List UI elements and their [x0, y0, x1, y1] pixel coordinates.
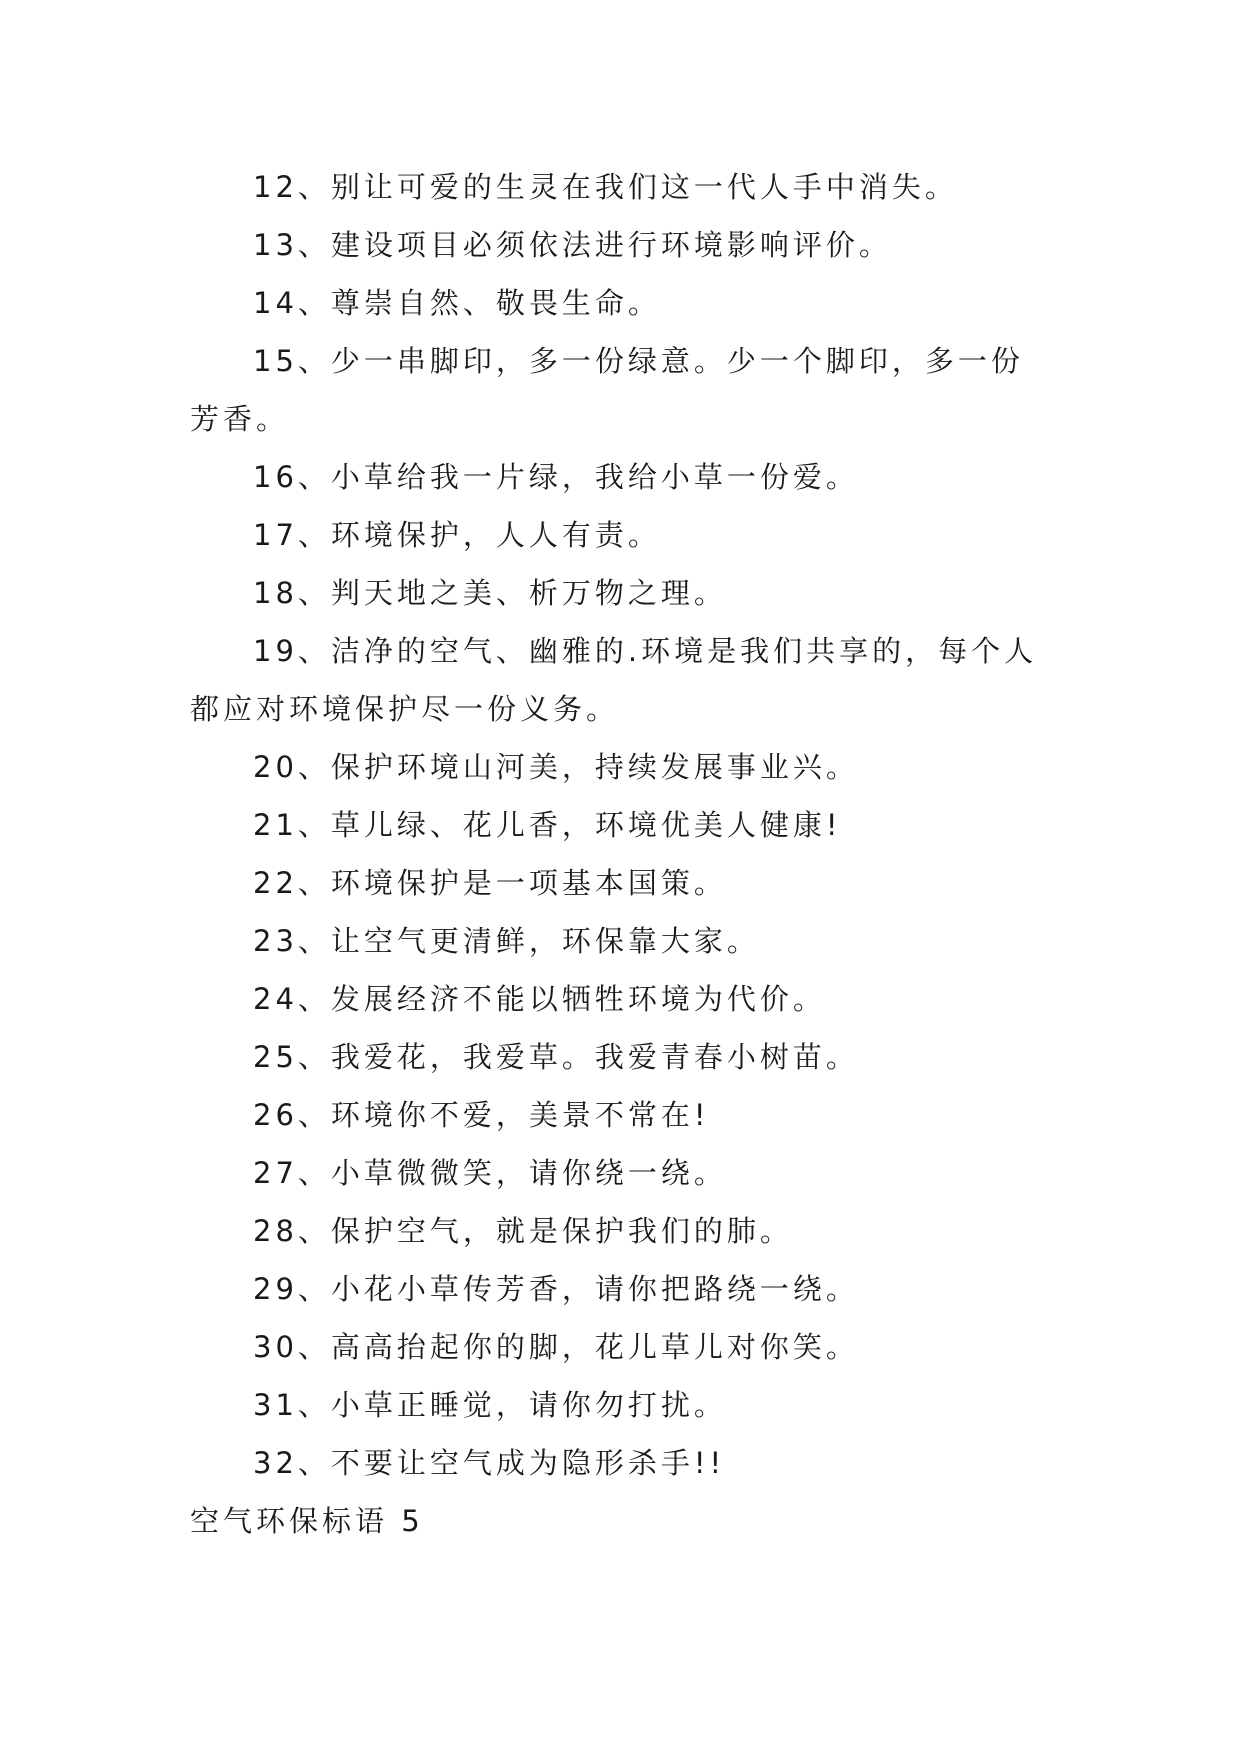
slogan-item-25: 25、我爱花，我爱草。我爱青春小树苗。	[253, 1040, 859, 1074]
slogan-item-21: 21、草儿绿、花儿香，环境优美人健康!	[253, 808, 842, 842]
slogan-item-18: 18、判天地之美、析万物之理。	[253, 576, 727, 610]
slogan-item-22: 22、环境保护是一项基本国策。	[253, 866, 727, 900]
slogan-item-13: 13、建设项目必须依法进行环境影响评价。	[253, 228, 892, 262]
slogan-item-24: 24、发展经济不能以牺牲环境为代价。	[253, 982, 826, 1016]
slogan-item-29: 29、小花小草传芳香，请你把路绕一绕。	[253, 1272, 859, 1306]
slogan-item-31: 31、小草正睡觉，请你勿打扰。	[253, 1388, 727, 1422]
slogan-item-28: 28、保护空气，就是保护我们的肺。	[253, 1214, 793, 1248]
slogan-item-19: 19、洁净的空气、幽雅的.环境是我们共享的，每个人都应对环境保护尽一份义务。	[190, 634, 1038, 726]
document-body	[190, 158, 1050, 1550]
slogan-item-27: 27、小草微微笑，请你绕一绕。	[253, 1156, 727, 1190]
slogan-item-15: 15、少一串脚印，多一份绿意。少一个脚印，多一份芳香。	[190, 344, 1024, 436]
slogan-item-12: 12、别让可爱的生灵在我们这一代人手中消失。	[253, 170, 958, 204]
slogan-item-17: 17、环境保护，人人有责。	[253, 518, 661, 552]
slogan-item-26: 26、环境你不爱，美景不常在!	[253, 1098, 710, 1132]
slogan-item-32: 32、不要让空气成为隐形杀手!!	[253, 1446, 726, 1480]
slogan-item-30: 30、高高抬起你的脚，花儿草儿对你笑。	[253, 1330, 859, 1364]
slogan-item-16: 16、小草给我一片绿，我给小草一份爱。	[253, 460, 859, 494]
slogan-item-14: 14、尊崇自然、敬畏生命。	[253, 286, 661, 320]
slogan-item-20: 20、保护环境山河美，持续发展事业兴。	[253, 750, 859, 784]
slogan-item-23: 23、让空气更清鲜，环保靠大家。	[253, 924, 760, 958]
section-heading: 空气环保标语 5	[190, 1504, 424, 1538]
